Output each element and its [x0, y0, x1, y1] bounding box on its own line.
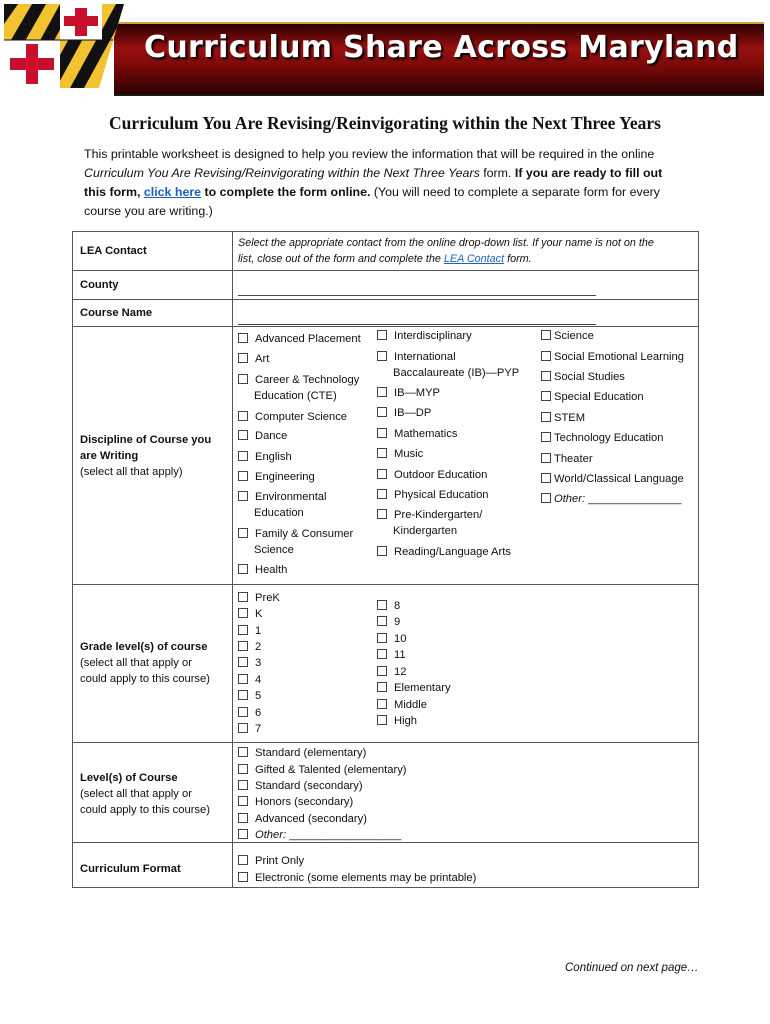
- page-title: Curriculum You Are Revising/Reinvigorating within the Next Three Years: [109, 113, 661, 133]
- continued-note: Continued on next page…: [565, 962, 699, 974]
- checkbox-grade-4[interactable]: 4: [238, 672, 261, 688]
- checkbox-reading-language-arts[interactable]: Reading/Language Arts: [377, 544, 511, 560]
- lea-contact-label: LEA Contact: [80, 245, 147, 257]
- checkbox-grade-9[interactable]: 9: [377, 614, 400, 630]
- checkbox-ib-dp[interactable]: IB—DP: [377, 405, 431, 421]
- discipline-other-line: _______________: [588, 493, 682, 505]
- intro-this-form: this form,: [84, 185, 144, 199]
- county-field[interactable]: [238, 294, 596, 296]
- checkbox-course-level-other[interactable]: Other: __________________: [238, 827, 401, 843]
- intro-line-1: This printable worksheet is designed to help you review the information that will be required in the online: [84, 147, 655, 161]
- checkbox-career-technology[interactable]: Career & Technology Education (CTE): [238, 372, 359, 404]
- grade-levels-label: Grade level(s) of course (select all that apply or could apply to this course): [80, 641, 210, 685]
- checkbox-grade-11[interactable]: 11: [377, 647, 406, 663]
- checkbox-dance[interactable]: Dance: [238, 428, 287, 444]
- checkbox-grade-prek[interactable]: PreK: [238, 590, 280, 606]
- intro-line-2: [84, 164, 694, 183]
- banner-bar: [114, 22, 764, 96]
- checkbox-ib-myp[interactable]: IB—MYP: [377, 385, 440, 401]
- checkbox-interdisciplinary[interactable]: Interdisciplinary: [377, 328, 472, 344]
- checkbox-grade-elementary[interactable]: Elementary: [377, 680, 451, 696]
- checkbox-ib-pyp[interactable]: International Baccalaureate (IB)—PYP: [377, 349, 519, 381]
- discipline-label: Discipline of Course you are Writing (select all that apply): [80, 432, 230, 480]
- checkbox-theater[interactable]: Theater: [541, 451, 593, 467]
- intro-line-3: [84, 183, 694, 202]
- checkbox-computer-science[interactable]: Computer Science: [238, 409, 347, 425]
- intro-form-name: Curriculum You Are Revising/Reinvigorating within the Next Three Years: [84, 166, 480, 180]
- intro-form-word: form.: [479, 166, 515, 180]
- lea-contact-link[interactable]: LEA Contact: [443, 253, 505, 265]
- checkbox-technology-education[interactable]: Technology Education: [541, 430, 663, 446]
- checkbox-social-emotional-learning[interactable]: Social Emotional Learning: [541, 349, 684, 365]
- intro-paragraph: [84, 145, 694, 221]
- checkbox-health[interactable]: Health: [238, 562, 287, 578]
- checkbox-mathematics[interactable]: Mathematics: [377, 426, 457, 442]
- checkbox-family-consumer-science[interactable]: Family & Consumer Science: [238, 526, 353, 558]
- checkbox-grade-8[interactable]: 8: [377, 598, 400, 614]
- checkbox-standard-elementary[interactable]: Standard (elementary): [238, 745, 366, 761]
- discipline-hint: (select all that apply): [80, 466, 183, 478]
- intro-line-4: course you are writing.): [84, 204, 213, 218]
- intro-ready-text: If you are ready to fill out: [514, 166, 663, 180]
- checkbox-electronic[interactable]: Electronic (some elements may be printable): [238, 870, 476, 886]
- lea-contact-note: Select the appropriate contact from the online drop-down list. If your name is not on the list, close out of the form and complete the LEA Contact form.: [238, 237, 654, 265]
- checkbox-engineering[interactable]: Engineering: [238, 469, 315, 485]
- checkbox-print-only[interactable]: Print Only: [238, 853, 304, 869]
- checkbox-pre-kindergarten[interactable]: Pre-Kindergarten/ Kindergarten: [377, 507, 482, 539]
- checkbox-art[interactable]: Art: [238, 351, 269, 367]
- checkbox-physical-education[interactable]: Physical Education: [377, 487, 489, 503]
- checkbox-grade-5[interactable]: 5: [238, 688, 261, 704]
- click-here-link[interactable]: click here: [143, 185, 202, 199]
- intro-separate-form: (You will need to complete a separate form for every: [370, 185, 660, 199]
- checkbox-stem[interactable]: STEM: [541, 410, 585, 426]
- banner: [4, 4, 764, 88]
- checkbox-world-classical-language[interactable]: World/Classical Language: [541, 471, 684, 487]
- checkbox-advanced-placement[interactable]: Advanced Placement: [238, 331, 361, 347]
- checkbox-grade-10[interactable]: 10: [377, 631, 406, 647]
- checkbox-gifted-talented-elementary[interactable]: Gifted & Talented (elementary): [238, 762, 407, 778]
- checkbox-environmental-education[interactable]: Environmental Education: [238, 489, 327, 521]
- worksheet-form: [72, 231, 699, 888]
- checkbox-grade-7[interactable]: 7: [238, 721, 261, 737]
- checkbox-standard-secondary[interactable]: Standard (secondary): [238, 778, 363, 794]
- checkbox-music[interactable]: Music: [377, 446, 423, 462]
- checkbox-grade-2[interactable]: 2: [238, 639, 261, 655]
- checkbox-honors-secondary[interactable]: Honors (secondary): [238, 794, 353, 810]
- county-label: County: [80, 279, 119, 291]
- checkbox-discipline-other[interactable]: Other: _______________: [541, 491, 682, 507]
- checkbox-grade-1[interactable]: 1: [238, 623, 261, 639]
- checkbox-advanced-secondary[interactable]: Advanced (secondary): [238, 811, 367, 827]
- checkbox-grade-k[interactable]: K: [238, 606, 262, 622]
- checkbox-grade-3[interactable]: 3: [238, 655, 261, 671]
- course-level-other-line: __________________: [289, 829, 402, 841]
- curriculum-format-label: Curriculum Format: [80, 863, 181, 875]
- checkbox-special-education[interactable]: Special Education: [541, 389, 644, 405]
- course-levels-label: Level(s) of Course (select all that apply or could apply to this course): [80, 772, 210, 816]
- checkbox-grade-high[interactable]: High: [377, 713, 417, 729]
- checkbox-grade-12[interactable]: 12: [377, 664, 406, 680]
- checkbox-grade-middle[interactable]: Middle: [377, 697, 427, 713]
- checkbox-grade-6[interactable]: 6: [238, 705, 261, 721]
- checkbox-english[interactable]: English: [238, 449, 292, 465]
- banner-title: Curriculum Share Across Maryland: [144, 30, 739, 65]
- course-name-label: Course Name: [80, 307, 153, 319]
- checkbox-social-studies[interactable]: Social Studies: [541, 369, 625, 385]
- checkbox-science[interactable]: Science: [541, 328, 594, 344]
- maryland-flag-icon: [4, 4, 132, 88]
- intro-complete-online: to complete the form online.: [201, 185, 371, 199]
- course-name-field[interactable]: [238, 323, 596, 325]
- checkbox-outdoor-education[interactable]: Outdoor Education: [377, 467, 487, 483]
